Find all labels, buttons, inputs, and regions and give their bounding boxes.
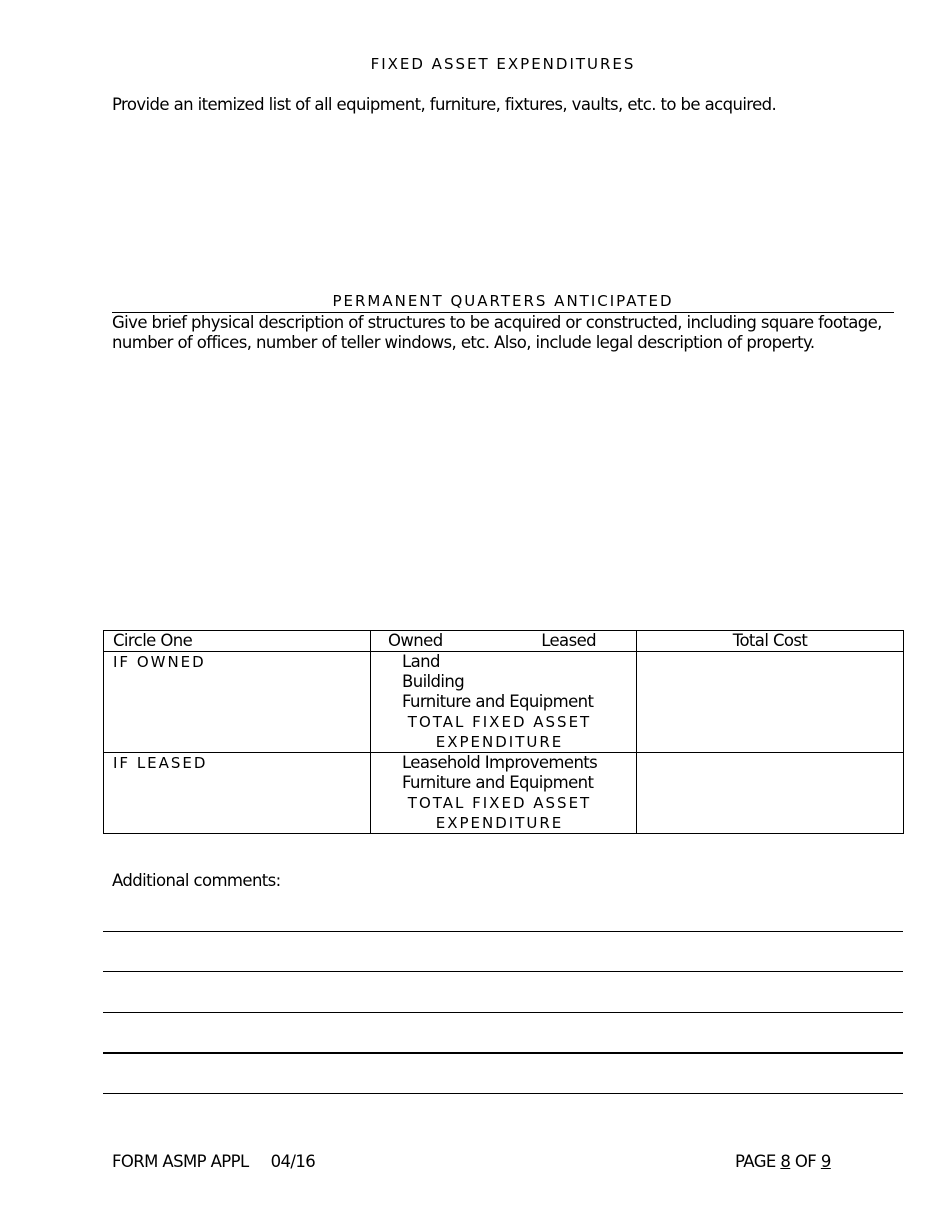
form-id: FORM ASMP APPL [112,1152,249,1171]
page-number [735,1152,831,1171]
form-identifier [112,1152,315,1171]
total-cost-header: Total Cost [637,631,904,652]
if-leased-label: IF LEASED [104,753,371,834]
leased-item-leasehold: Leasehold Improvements [402,753,598,772]
page-current: 8 [780,1152,791,1171]
comment-line-2[interactable] [103,971,903,972]
if-owned-label: IF OWNED [104,652,371,753]
comment-line-1[interactable] [103,931,903,932]
page-total: 9 [820,1152,831,1171]
fixed-asset-expenditures-title: FIXED ASSET EXPENDITURES [370,55,636,73]
table-row-leased [104,753,904,834]
table-header-row [104,631,904,652]
leased-total-cost-cell[interactable] [637,753,904,834]
owned-item-furniture: Furniture and Equipment [402,692,594,711]
owned-item-land: Land [402,652,440,671]
page-prefix: PAGE [735,1152,781,1171]
owned-leased-choice [371,631,637,652]
leased-total-label-line2: EXPENDITURE [435,814,564,832]
leased-items [371,753,637,834]
fixed-asset-cost-table [103,630,904,834]
owned-total-label-line1: TOTAL FIXED ASSET [407,713,592,731]
comment-line-3[interactable] [103,1012,903,1013]
comment-line-4[interactable] [103,1052,903,1054]
additional-comments-label: Additional comments: [112,871,281,890]
leased-option[interactable]: Leased [541,631,596,650]
circle-one-label: Circle One [104,631,371,652]
table-row-owned [104,652,904,753]
page-of: OF [790,1152,821,1171]
leased-total-label-line1: TOTAL FIXED ASSET [407,794,592,812]
owned-total-label-line2: EXPENDITURE [435,733,564,751]
owned-option[interactable]: Owned [388,631,443,650]
permanent-quarters-title: PERMANENT QUARTERS ANTICIPATED [112,291,894,313]
owned-item-building: Building [402,672,465,691]
owned-items [371,652,637,753]
permanent-quarters-instruction: Give brief physical description of structures to be acquired or constructed, including square footage, number of offices, number of teller windows, etc. Also, include legal description of property. [112,313,882,352]
leased-item-furniture: Furniture and Equipment [402,773,594,792]
comment-line-5[interactable] [103,1093,903,1094]
owned-total-cost-cell[interactable] [637,652,904,753]
fixed-asset-instruction: Provide an itemized list of all equipment, furniture, fixtures, vaults, etc. to be acquired. [112,95,777,114]
form-date: 04/16 [270,1152,316,1171]
